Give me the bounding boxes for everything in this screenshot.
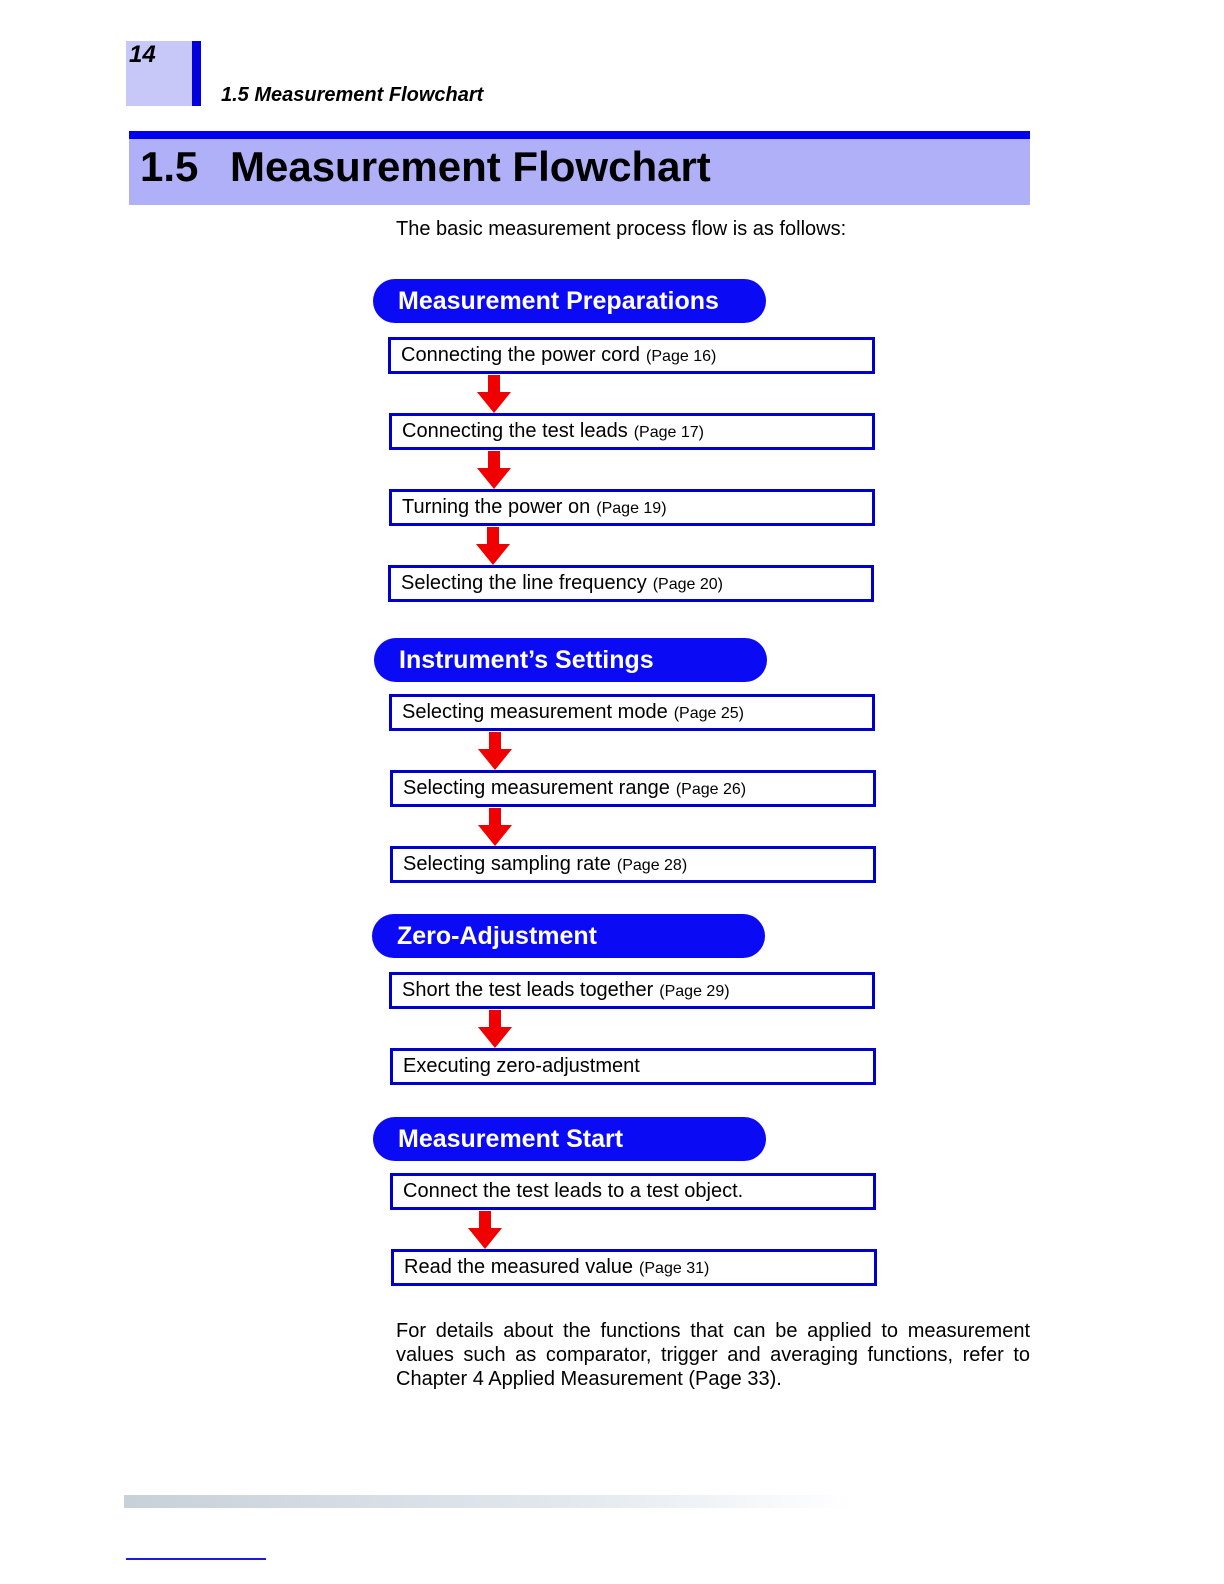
section-heading-zero-adjustment: Zero-Adjustment [372, 914, 765, 958]
page-ref[interactable]: (Page 17) [633, 424, 704, 441]
page-ref[interactable]: (Page 29) [659, 983, 730, 1000]
section-heading-measurement-preparations: Measurement Preparations [373, 279, 766, 323]
step-short-leads [389, 972, 875, 1009]
section-number: 1.5 [140, 143, 199, 190]
step-measurement-range [390, 770, 876, 807]
section-heading-instrument-settings: Instrument’s Settings [374, 638, 767, 682]
intro-text: The basic measurement process flow is as follows: [396, 218, 847, 240]
running-head: 1.5 Measurement Flowchart [221, 84, 484, 106]
down-arrow-icon [478, 732, 512, 770]
step-connect-test-object [390, 1173, 876, 1210]
step-label: Selecting measurement range [403, 777, 670, 799]
step-read-value [391, 1249, 877, 1286]
step-label: Connecting the power cord [401, 344, 641, 366]
footer-note: For details about the functions that can be applied to measurement values such as comparator, trigger and averaging functions, refer to Chapter 4 Applied Measurement (Page 33). [396, 1320, 1030, 1390]
down-arrow-icon [477, 451, 511, 489]
step-measurement-mode [389, 694, 875, 731]
page-ref[interactable]: (Page 31) [639, 1260, 710, 1277]
page-ref[interactable]: (Page 20) [652, 576, 723, 593]
step-label: Selecting the line frequency [401, 572, 647, 594]
down-arrow-icon [478, 1010, 512, 1048]
step-label: Read the measured value [404, 1256, 634, 1278]
page-ref[interactable]: (Page 16) [646, 348, 717, 365]
step-zero-adjustment [390, 1048, 876, 1085]
down-arrow-icon [468, 1211, 502, 1249]
page-ref[interactable]: (Page 25) [673, 705, 744, 722]
bottom-rule [126, 1558, 266, 1560]
step-label: Short the test leads together [402, 979, 654, 1001]
page-ref[interactable]: (Page 19) [596, 500, 667, 517]
page-ref[interactable]: (Page 28) [616, 857, 688, 874]
step-label: Selecting measurement mode [402, 701, 668, 723]
step-label: Connecting the test leads [402, 420, 628, 442]
step-test-leads [389, 413, 875, 450]
step-label: Executing zero-adjustment [403, 1055, 640, 1077]
bottom-decorative-bar [124, 1495, 854, 1508]
down-arrow-icon [476, 527, 510, 565]
section-heading-measurement-start: Measurement Start [373, 1117, 766, 1161]
step-label: Connect the test leads to a test object. [403, 1180, 744, 1202]
step-power-cord [388, 337, 875, 374]
page-ref[interactable]: (Page 26) [675, 781, 747, 798]
down-arrow-icon [477, 375, 511, 413]
step-power-on [389, 489, 875, 526]
down-arrow-icon [478, 808, 512, 846]
page-tab-bar [192, 41, 201, 106]
page-title: Measurement Flowchart [230, 143, 711, 190]
step-line-frequency [388, 565, 874, 602]
step-label: Selecting sampling rate [403, 853, 611, 875]
page-number: 14 [129, 41, 156, 68]
step-label: Turning the power on [402, 496, 591, 518]
step-sampling-rate [390, 846, 876, 883]
